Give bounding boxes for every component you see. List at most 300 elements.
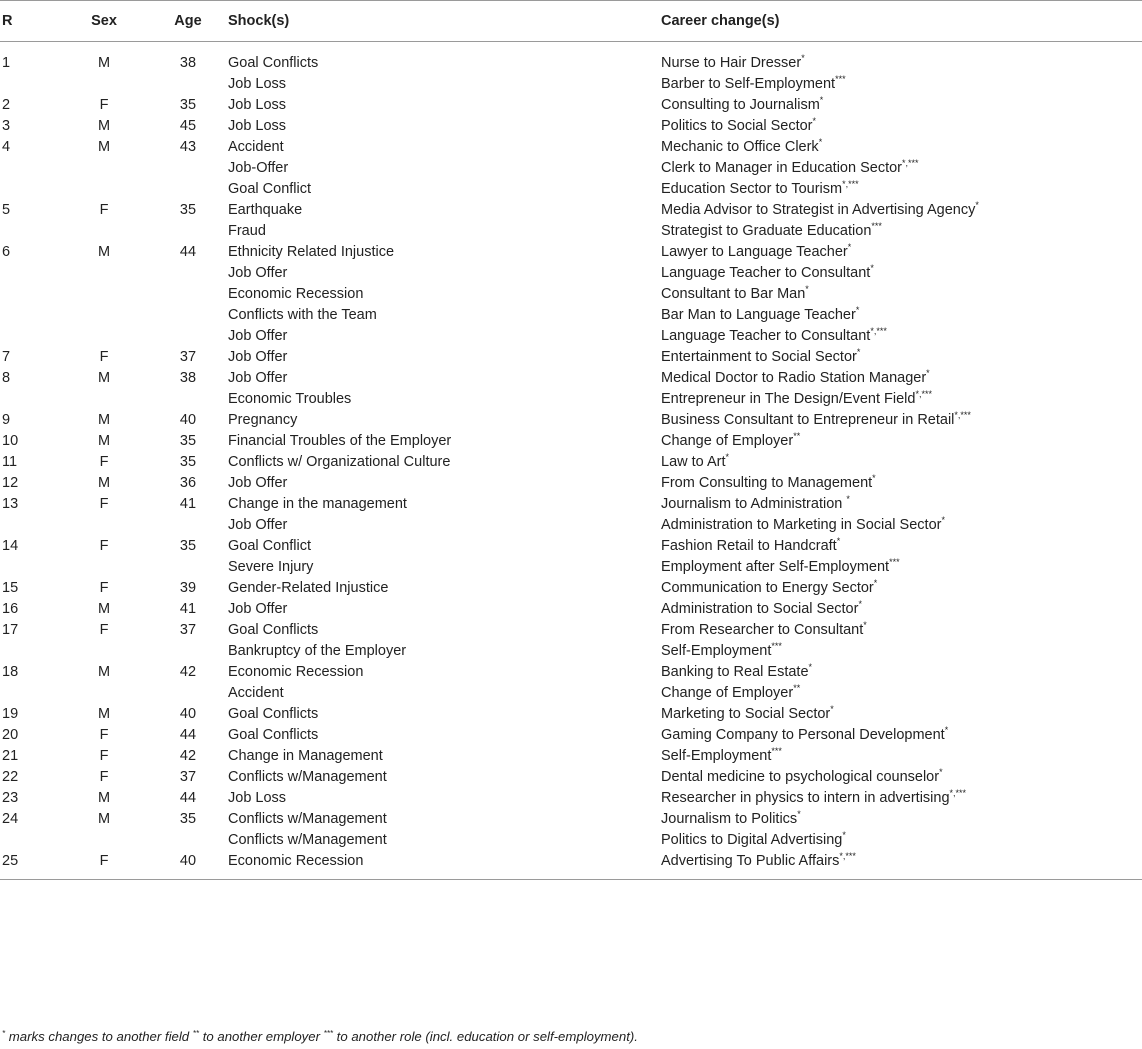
- cell-sex: F: [99, 538, 109, 554]
- shock-line: Change in the management: [228, 496, 407, 512]
- cell-shocks: [228, 452, 661, 473]
- cell-r: 18: [2, 664, 19, 680]
- cell-age: 40: [179, 412, 197, 428]
- career-change-line: [661, 641, 1142, 662]
- table-footnote: [2, 1029, 638, 1044]
- footnote-mark: **: [793, 431, 801, 441]
- career-change-line: [661, 452, 1142, 473]
- cell-r: 8: [2, 370, 11, 386]
- footnote-mark-role: ***: [323, 1029, 333, 1038]
- career-change-text: From Researcher to Consultant: [661, 622, 864, 638]
- shock-line: Goal Conflict: [228, 181, 312, 197]
- cell-r: 16: [2, 601, 19, 617]
- career-change-line: [661, 305, 1142, 326]
- table-row: [0, 42, 1142, 96]
- cell-r: 6: [2, 244, 11, 260]
- cell-age: 35: [179, 811, 197, 827]
- cell-sex: M: [97, 55, 111, 71]
- header-sex: Sex: [60, 1, 148, 42]
- footnote-mark: *: [797, 809, 801, 819]
- cell-career-changes: [661, 767, 1142, 788]
- cell-sex: M: [97, 706, 111, 722]
- cell-age: 42: [179, 664, 197, 680]
- cell-sex: F: [99, 769, 109, 785]
- cell-shocks: [228, 578, 661, 599]
- cell-shocks: [228, 746, 661, 767]
- table-row: [0, 746, 1142, 767]
- shock-line: Economic Recession: [228, 664, 364, 680]
- table-row: [0, 494, 1142, 536]
- footnote-text-employer: to another employer: [199, 1029, 324, 1044]
- cell-r: 15: [2, 580, 19, 596]
- career-change-text: Medical Doctor to Radio Station Manager: [661, 370, 927, 386]
- cell-career-changes: [661, 95, 1142, 116]
- shock-line: Job Loss: [228, 97, 287, 113]
- footnote-text-role: to another role (incl. education or self-employment).: [333, 1029, 638, 1044]
- cell-age: 37: [179, 622, 197, 638]
- footnote-mark: *: [808, 662, 813, 672]
- footnote-mark: ***: [771, 641, 782, 651]
- shock-line: Gender-Related Injustice: [228, 580, 389, 596]
- footnote-mark: *: [856, 347, 861, 357]
- footnote-mark: *: [858, 599, 862, 609]
- cell-shocks: [228, 410, 661, 431]
- career-change-text: Lawyer to Language Teacher: [661, 244, 848, 260]
- cell-shocks: [228, 42, 661, 96]
- cell-shocks: [228, 704, 661, 725]
- footnote-mark-field: *: [2, 1029, 6, 1038]
- cell-shocks: [228, 725, 661, 746]
- cell-career-changes: [661, 42, 1142, 96]
- footnote-mark: *: [863, 620, 867, 630]
- cell-career-changes: [661, 242, 1142, 347]
- shock-line: Conflicts with the Team: [228, 307, 377, 323]
- cell-age: 44: [179, 244, 197, 260]
- career-change-text: Politics to Social Sector: [661, 118, 813, 134]
- career-change-line: [661, 725, 1142, 746]
- shock-line: Job Loss: [228, 790, 287, 806]
- career-change-line: [661, 95, 1142, 116]
- footnote-mark: *: [873, 578, 878, 588]
- table-row: [0, 767, 1142, 788]
- table-row: [0, 578, 1142, 599]
- career-change-text: Bar Man to Language Teacher: [661, 307, 856, 323]
- career-change-line: [661, 284, 1142, 305]
- cell-shocks: [228, 116, 661, 137]
- career-change-text: Law to Art: [661, 454, 726, 470]
- cell-age: 39: [179, 580, 197, 596]
- career-change-text: Journalism to Politics: [661, 811, 798, 827]
- cell-age: 35: [179, 97, 197, 113]
- cell-career-changes: [661, 662, 1142, 704]
- cell-shocks: [228, 200, 661, 242]
- career-change-line: [661, 746, 1142, 767]
- footnote-mark: *: [975, 200, 979, 210]
- footnote-mark: *: [830, 704, 834, 714]
- career-change-line: [661, 179, 1142, 200]
- cell-r: 10: [2, 433, 19, 449]
- career-change-line: [661, 158, 1142, 179]
- career-change-line: [661, 683, 1142, 704]
- career-change-line: [661, 473, 1142, 494]
- table-row: [0, 704, 1142, 725]
- career-change-text: Self-Employment: [661, 748, 772, 764]
- career-change-line: [661, 326, 1142, 347]
- cell-shocks: [228, 599, 661, 620]
- cell-career-changes: [661, 788, 1142, 809]
- career-change-line: [661, 53, 1142, 74]
- cell-r: 4: [2, 139, 11, 155]
- header-age: Age: [148, 1, 228, 42]
- career-change-text: Administration to Marketing in Social Sector: [661, 517, 942, 533]
- shock-line: Job-Offer: [228, 160, 289, 176]
- cell-shocks: [228, 137, 661, 200]
- cell-career-changes: [661, 704, 1142, 725]
- shock-line: Goal Conflicts: [228, 727, 319, 743]
- shock-line: Job Offer: [228, 601, 288, 617]
- career-change-line: [661, 116, 1142, 137]
- footnote-mark: *: [842, 830, 846, 840]
- footnote-mark: *,***: [842, 179, 859, 189]
- cell-age: 38: [179, 370, 197, 386]
- cell-sex: M: [97, 664, 111, 680]
- footnote-mark: *,***: [954, 410, 971, 420]
- career-change-line: [661, 200, 1142, 221]
- career-change-line: [661, 242, 1142, 263]
- cell-sex: M: [97, 412, 111, 428]
- table-row: [0, 788, 1142, 809]
- cell-career-changes: [661, 536, 1142, 578]
- footnote-mark: *: [836, 536, 841, 546]
- footnote-mark: *: [819, 95, 824, 105]
- table-row: [0, 368, 1142, 410]
- cell-r: 13: [2, 496, 19, 512]
- career-change-text: Advertising To Public Affairs: [661, 853, 840, 869]
- career-change-text: Change of Employer: [661, 433, 794, 449]
- cell-r: 9: [2, 412, 11, 428]
- table-row: [0, 809, 1142, 851]
- footnote-mark: *: [846, 494, 850, 504]
- cell-sex: M: [97, 370, 111, 386]
- cell-shocks: [228, 620, 661, 662]
- shock-line: Accident: [228, 139, 284, 155]
- cell-sex: F: [99, 748, 109, 764]
- cell-age: 40: [179, 706, 197, 722]
- footnote-mark: *: [805, 284, 809, 294]
- footnote-mark: *: [725, 452, 729, 462]
- shock-line: Job Offer: [228, 517, 288, 533]
- header-career-changes: Career change(s): [661, 1, 1142, 42]
- cell-age: 35: [179, 454, 197, 470]
- career-change-line: [661, 557, 1142, 578]
- table-row: [0, 200, 1142, 242]
- shock-line: Conflicts w/Management: [228, 832, 387, 848]
- cell-r: 21: [2, 748, 19, 764]
- career-change-text: Mechanic to Office Clerk: [661, 139, 819, 155]
- table-row: [0, 725, 1142, 746]
- cell-shocks: [228, 788, 661, 809]
- career-change-line: [661, 767, 1142, 788]
- cell-age: 37: [179, 349, 197, 365]
- table-row: [0, 431, 1142, 452]
- shock-line: Job Loss: [228, 118, 287, 134]
- table-row: [0, 599, 1142, 620]
- career-change-text: Banking to Real Estate: [661, 664, 809, 680]
- career-change-text: From Consulting to Management: [661, 475, 873, 491]
- cell-r: 5: [2, 202, 11, 218]
- cell-career-changes: [661, 473, 1142, 494]
- footnote-mark: *: [944, 725, 949, 735]
- table-header-row: [0, 1, 1142, 42]
- cell-r: 17: [2, 622, 19, 638]
- career-change-line: [661, 704, 1142, 725]
- cell-age: 44: [179, 727, 197, 743]
- shock-line: Economic Troubles: [228, 391, 352, 407]
- career-change-line: [661, 830, 1142, 851]
- table-row: [0, 452, 1142, 473]
- cell-sex: M: [97, 118, 111, 134]
- cell-r: 3: [2, 118, 11, 134]
- footnote-mark: **: [793, 683, 801, 693]
- career-change-text: Media Advisor to Strategist in Advertising Agency: [661, 202, 976, 218]
- table-row: [0, 410, 1142, 431]
- career-change-line: [661, 74, 1142, 95]
- shock-line: Severe Injury: [228, 559, 314, 575]
- cell-career-changes: [661, 746, 1142, 767]
- footnote-mark: *: [941, 515, 945, 525]
- shock-line: Goal Conflicts: [228, 55, 319, 71]
- cell-sex: F: [99, 454, 109, 470]
- shock-line: Accident: [228, 685, 284, 701]
- cell-age: 37: [179, 769, 197, 785]
- footnote-mark: *: [847, 242, 852, 252]
- career-change-line: [661, 515, 1142, 536]
- footnote-mark: *,***: [870, 326, 887, 336]
- cell-shocks: [228, 494, 661, 536]
- career-change-text: Consultant to Bar Man: [661, 286, 806, 302]
- shock-line: Economic Recession: [228, 853, 364, 869]
- cell-r: 24: [2, 811, 19, 827]
- career-change-text: Language Teacher to Consultant: [661, 328, 871, 344]
- career-change-text: Clerk to Manager in Education Sector: [661, 160, 902, 176]
- footnote-mark: *: [818, 137, 823, 147]
- shock-line: Job Offer: [228, 328, 288, 344]
- shock-line: Change in Management: [228, 748, 383, 764]
- table-row: [0, 95, 1142, 116]
- cell-age: 35: [179, 538, 197, 554]
- cell-shocks: [228, 368, 661, 410]
- career-change-text: Gaming Company to Personal Development: [661, 727, 945, 743]
- career-change-line: [661, 599, 1142, 620]
- cell-career-changes: [661, 725, 1142, 746]
- table-row: [0, 116, 1142, 137]
- cell-career-changes: [661, 116, 1142, 137]
- career-change-line: [661, 494, 1142, 515]
- table-row: [0, 620, 1142, 662]
- table-row: [0, 536, 1142, 578]
- footnote-text-field: marks changes to another field: [5, 1029, 193, 1044]
- cell-r: 2: [2, 97, 11, 113]
- cell-sex: M: [97, 790, 111, 806]
- cell-r: 20: [2, 727, 19, 743]
- cell-age: 45: [179, 118, 197, 134]
- career-change-text: Entertainment to Social Sector: [661, 349, 857, 365]
- career-change-text: Self-Employment: [661, 643, 772, 659]
- career-change-line: [661, 263, 1142, 284]
- cell-sex: F: [99, 496, 109, 512]
- cell-shocks: [228, 851, 661, 880]
- career-change-line: [661, 809, 1142, 830]
- cell-age: 41: [179, 496, 197, 512]
- cell-sex: M: [97, 475, 111, 491]
- cell-r: 7: [2, 349, 11, 365]
- shock-line: Pregnancy: [228, 412, 298, 428]
- shock-line: Economic Recession: [228, 286, 364, 302]
- cell-shocks: [228, 95, 661, 116]
- shock-line: Conflicts w/ Organizational Culture: [228, 454, 451, 470]
- footnote-mark: *,***: [839, 851, 856, 861]
- cell-r: 23: [2, 790, 19, 806]
- cell-r: 11: [2, 454, 18, 470]
- shock-line: Goal Conflict: [228, 538, 312, 554]
- cell-sex: F: [99, 97, 109, 113]
- table-row: [0, 242, 1142, 347]
- footnote-mark-employer: **: [192, 1029, 200, 1038]
- career-change-text: Administration to Social Sector: [661, 601, 859, 617]
- cell-sex: F: [99, 580, 109, 596]
- cell-age: 36: [179, 475, 197, 491]
- table-row: [0, 347, 1142, 368]
- shock-line: Financial Troubles of the Employer: [228, 433, 452, 449]
- shock-line: Bankruptcy of the Employer: [228, 643, 407, 659]
- shock-line: Conflicts w/Management: [228, 769, 387, 785]
- cell-career-changes: [661, 620, 1142, 662]
- cell-shocks: [228, 473, 661, 494]
- cell-sex: M: [97, 139, 111, 155]
- cell-age: 44: [179, 790, 197, 806]
- career-change-text: Consulting to Journalism: [661, 97, 820, 113]
- table-body: [0, 42, 1142, 880]
- footnote-mark: *: [872, 473, 876, 483]
- career-change-line: [661, 389, 1142, 410]
- career-change-line: [661, 221, 1142, 242]
- career-change-line: [661, 410, 1142, 431]
- cell-career-changes: [661, 452, 1142, 473]
- shock-line: Job Offer: [228, 370, 288, 386]
- career-change-line: [661, 137, 1142, 158]
- cell-age: 43: [179, 139, 197, 155]
- header-r: R: [0, 1, 60, 42]
- cell-career-changes: [661, 494, 1142, 536]
- footnote-mark: *: [870, 263, 874, 273]
- cell-age: 40: [148, 851, 228, 880]
- career-change-text: Business Consultant to Entrepreneur in Retail: [661, 412, 955, 428]
- career-change-line: [661, 620, 1142, 641]
- cell-age: 42: [179, 748, 197, 764]
- shock-line: Fraud: [228, 223, 266, 239]
- cell-r: 14: [2, 538, 19, 554]
- career-change-line: [661, 368, 1142, 389]
- cell-age: 35: [179, 202, 197, 218]
- career-change-text: Journalism to Administration: [661, 496, 847, 512]
- cell-career-changes: [661, 347, 1142, 368]
- footnote-mark: *: [939, 767, 943, 777]
- cell-r: 19: [2, 706, 19, 722]
- cell-career-changes: [661, 851, 1142, 880]
- cell-sex: F: [99, 202, 109, 218]
- footnote-mark: *,***: [902, 158, 919, 168]
- cell-shocks: [228, 662, 661, 704]
- footnote-mark: *: [812, 116, 817, 126]
- career-change-line: [661, 536, 1142, 557]
- cell-sex: M: [97, 433, 111, 449]
- cell-r: 25: [0, 851, 60, 880]
- career-change-text: Marketing to Social Sector: [661, 706, 831, 722]
- cell-sex: F: [99, 622, 109, 638]
- career-change-text: Entrepreneur in The Design/Event Field: [661, 391, 916, 407]
- cell-career-changes: [661, 431, 1142, 452]
- shock-line: Earthquake: [228, 202, 303, 218]
- footnote-mark: *: [855, 305, 860, 315]
- cell-r: 12: [2, 475, 19, 491]
- career-change-text: Change of Employer: [661, 685, 794, 701]
- cell-r: 22: [2, 769, 19, 785]
- career-change-text: Education Sector to Tourism: [661, 181, 843, 197]
- career-change-text: Strategist to Graduate Education: [661, 223, 872, 239]
- cell-shocks: [228, 536, 661, 578]
- career-change-text: Dental medicine to psychological counselor: [661, 769, 940, 785]
- table-row: [0, 137, 1142, 200]
- table-row: [0, 662, 1142, 704]
- cell-shocks: [228, 347, 661, 368]
- shock-line: Job Offer: [228, 349, 288, 365]
- cell-career-changes: [661, 200, 1142, 242]
- footnote-mark: ***: [889, 557, 900, 567]
- cell-age: 35: [179, 433, 197, 449]
- cell-sex: M: [97, 811, 111, 827]
- cell-sex: F: [60, 851, 148, 880]
- cell-r: 1: [2, 55, 11, 71]
- table-row: [0, 473, 1142, 494]
- career-change-line: [661, 578, 1142, 599]
- career-change-text: Researcher in physics to intern in advertising: [661, 790, 950, 806]
- career-change-text: Communication to Energy Sector: [661, 580, 874, 596]
- table-row: [0, 851, 1142, 880]
- cell-sex: F: [99, 349, 109, 365]
- cell-sex: F: [99, 727, 109, 743]
- cell-shocks: [228, 242, 661, 347]
- shock-line: Conflicts w/Management: [228, 811, 387, 827]
- cell-career-changes: [661, 809, 1142, 851]
- cell-shocks: [228, 809, 661, 851]
- career-change-text: Nurse to Hair Dresser: [661, 55, 802, 71]
- shock-line: Job Offer: [228, 265, 288, 281]
- shock-line: Job Loss: [228, 76, 287, 92]
- cell-career-changes: [661, 137, 1142, 200]
- footnote-mark: ***: [771, 746, 782, 756]
- shock-line: Ethnicity Related Injustice: [228, 244, 395, 260]
- footnote-mark: *: [926, 368, 930, 378]
- cell-career-changes: [661, 578, 1142, 599]
- career-change-line: [661, 851, 1142, 872]
- cell-career-changes: [661, 410, 1142, 431]
- header-shocks: Shock(s): [228, 1, 661, 42]
- career-change-text: Barber to Self-Employment: [661, 76, 836, 92]
- footnote-mark: *,***: [949, 788, 967, 798]
- career-change-text: Language Teacher to Consultant: [661, 265, 871, 281]
- footnote-mark: *,***: [915, 389, 932, 399]
- career-change-line: [661, 662, 1142, 683]
